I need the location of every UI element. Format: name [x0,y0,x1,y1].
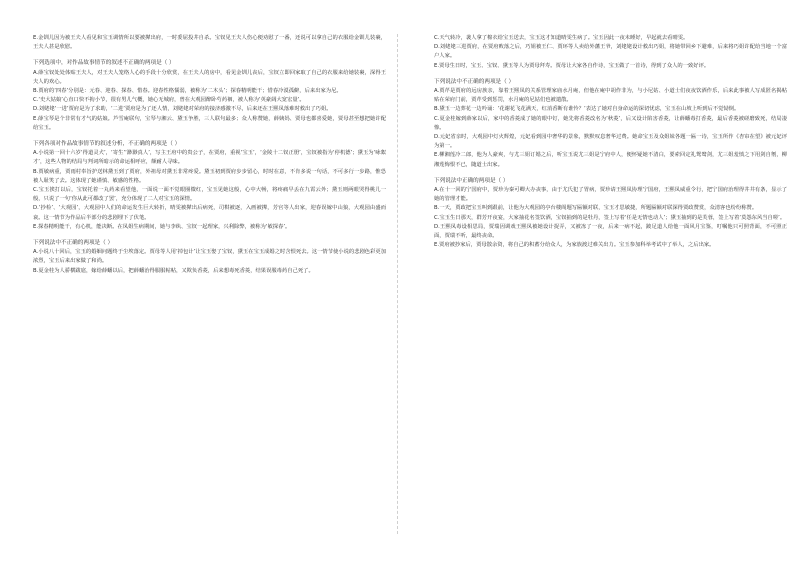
answer-option: E.薛宝琴是个非常有才气的姑娘。芦雪庵联句，宝琴与湘云、黛玉争胜，三人联句最多；众人称赞她，薛姨妈、贾母也都喜爱她，贾母甚至想把她许配给宝玉。 [33,115,386,131]
answer-option: C.天气转冷，袭人拿了棉衣给宝玉送去，宝玉这才知道晴雯生病了。宝玉因此一夜未睡好，早起就去看晴雯。 [434,35,689,41]
question-stem: 下列说法中不正确的两项是（ ） [33,240,114,247]
answer-option: D.‘抄检’、‘大观园’，大观园中人们的命运发生巨大转折，晴雯被撵出后病死，司棋被逐，入画被撵，芳官等人出家，迎春误嫁中山狼，大观园由盛而衰。这一情节为作品后半部分的悲剧埋下了伏笔。 [33,205,386,221]
answer-option: B.夏金桂为人骄横跋扈，嫁给薛蟠以后，把薛蟠治得服服帖帖，又欺负香菱，后来想毒死香菱，结果误服毒药自己死了。 [33,267,314,274]
answer-option: B.一天，贾政把宝玉叫到跟前，让他为大观园的亭台楼阁题写匾额对联，宝玉才思敏捷，所题匾额对联深得贾政赞赏，众清客也纷纷称赞。 [434,205,758,212]
question-stem: 下列说法中不正确的两项是（ ） [434,78,515,85]
answer-option: D.刘姥姥三进贾府，在贾府败落之后，巧姐被王仁、贾环等人卖给外藩王爷，刘姥姥设计救出巧姐，将她带回乡下避难，后来将巧姐许配给当地一个富户人家。 [434,44,787,60]
answer-option: C.宝玉生日那天，群芳开夜宴，大家抽花名签饮酒，宝钗抽到的是牡丹，签上写着‘任是无情也动人’；黛玉抽到的是芙蓉，签上写着‘莫怨东风当自嗟’。 [434,214,786,221]
answer-option: E.贾母生日时，宝玉、宝钗、黛玉等人为贾母拜寿。贾母让大家各自作诗，宝玉做了一首诗，得到了众人的一致好评。 [434,62,710,69]
answer-option: C.‘史大姑娘’心直口快不拘小节，很有男儿气概，她心无城府，曾在大观园醉卧芍药裀，被人称为‘英豪阔大宽宏量’。 [33,97,305,104]
answer-option: E.探春精明能干，有心机，能决断。在凤姐生病期间，她与李纨、宝钗一起理家，兴利除弊，被称为‘敏探春’。 [33,223,291,230]
answer-option: A.薛宝钗处处体贴王夫人，对王夫人笼络人心的手段十分欣赏，在王夫人的房中，看见金钏儿丧后，宝钗立即回家取了自己的衣服来给她装裹，深得王夫人的欢心。 [33,69,386,85]
answer-option: A.贾芹是贾府的远房族亲，靠着王熙凤的关系管理家庙水月庵，但他在庵中胡作非为，与小尼姑、小道士们夜夜饮酒作乐，后来此事被人写成匿名揭帖贴在荣府门前，贾芹受到惩罚，水月庵的尼姑们也被遣散。 [434,88,787,104]
right-column [434,34,787,250]
question-stem: 下列各项对作品故事情节的叙述分析，不正确的两项是（ ） [33,141,181,148]
answer-option: A.在十一回的宁国府中，贾珍为秦可卿大办丧事，由于尤氏犯了胃病，贾珍请王熙凤协理宁国府，王熙凤威重令行，把宁国府治理得井井有条，显示了她的管理才能。 [434,187,787,203]
question-stem: 下列选项中，对作品故事情节的叙述不正确的两项是（ ） [33,60,175,67]
answer-option: A.小说第一回十六岁‘得道灵犬’，‘寄生’‘渺渺真人’，写主王府中的贵公子，在贾府，重视‘宝玉’，‘金陵十二钗正册’，宝钗被指为‘停机德’；黛玉为‘咏絮才’，这些人物的结局与判词所暗示的命运相呼应，颇耐人寻味。 [33,150,386,166]
answer-option: D.刘姥姥‘一进’贾府是为了求助，‘二进’贾府是为了还人情，刘姥姥对荣府的接济感激不尽，后来还在王熙凤落难时救出了巧姐。 [33,106,332,113]
answer-option: D.元妃省亲时，大观园中灯火辉煌，元妃看到园中奢华的景象，默默叹息奢华过费。她命宝玉及众姐妹各题一匾一诗，宝玉所作《杏帘在望》被元妃评为第一。 [434,134,787,150]
answer-option: E.金钏儿因为被王夫人看见和宝玉调情所以要被撵出府，一时委屈投井自杀。宝钗见王夫人伤心便劝慰了一番，还说可以拿自己的衣服给金钏儿装裹，王夫人甚是欣慰。 [33,35,386,51]
left-column [33,34,386,276]
answer-option: C.宝玉挨打以后，宝钗托着一丸药来看望他，一面说一面不觉眼圈微红，宝玉见她这般，心中大畅，将疼痛早丢在九霄云外；黛玉则两眼哭得桃儿一般，只说了一句‘你从此可都改了罢’，充分体现了二人对宝玉的深情。 [33,187,386,203]
answer-option: D.王熙凤毒设相思局，贾瑞因调戏王熙凤被她设计捉弄，又被冻了一夜，后来一病不起，跛足道人给他一面风月宝鉴，叮嘱他只可照背面，不可照正面，贾瑞不听，最终丧命。 [434,223,787,240]
answer-option: B.贾府的‘四春’分别是：元春、迎春、探春、惜春。迎春性格懦弱，被称为‘二木头’；探春精明能干；惜春冷漠孤僻，后来出家为尼。 [33,88,342,95]
answer-option: B.黛玉一边葬花一边吟诵：‘花谢花飞花满天，红消香断有谁怜？’表达了她对自身命运的深切忧虑，宝玉在山坡上听到后不觉恸倒。 [434,106,740,113]
answer-option: E.贾府被抄家后，贾母散余资，将自己的积蓄分给众人，为家族渡过难关出力。宝玉参加科举考试中了举人，之后出家。 [434,242,715,249]
answer-option: E.柳湘莲冷二郎，他为人豪爽，与尤三姐订婚之后，听宝玉说尤三姐是宁府中人，便怀疑她不清白，要索回定礼鸳鸯剑，尤三姐羞愤之下用剑自刎，柳湘莲悔恨不已，随道士出家。 [434,152,787,168]
column-divider [397,34,398,534]
question-stem: 下列说法中正确的两项是（ ） [434,177,509,184]
answer-option: B.贾敏病重，贾雨村奉旨护送林黛玉到了贾府，外祖母对黛玉非常疼爱。黛玉初到贾府步步留心，时时在意，不肯多说一句话，不可多行一步路，惟恐被人耻笑了去。这体现了她谨慎、敏感的性格。 [33,168,386,184]
answer-option: A.小说八十回后，宝玉的婚姻问题终于尘埃落定。贾母等人用‘掉包计’让宝玉娶了宝钗，黛玉在宝玉成婚之时含恨死去。这一情节使小说的悲剧色彩更加浓烈，宝玉后来出家做了和尚。 [33,249,386,265]
answer-option: C.夏金桂嫁到薛家以后，家中的香菱成了她的眼中钉，她先将香菱改名为‘秋菱’，后又设计陷害香菱，让薛蟠毒打香菱，最后香菱被磋磨致死，结局凄惨。 [434,115,787,131]
